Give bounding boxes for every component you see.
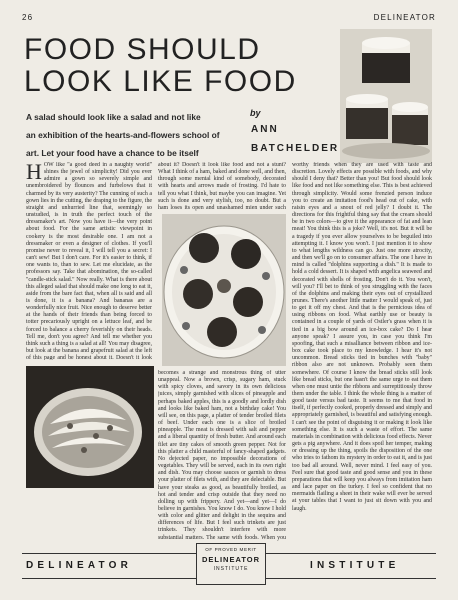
title-line-2: LOOK LIKE FOOD bbox=[24, 65, 297, 98]
column-1-paragraphs: OW like "a good deed in a naughty world" shines the jewel of simplicity! Did you ever admire a gown so severely simple and unembroidered by flounces and furbelows that it charmed by its very austerity? The cunning of such a gown lies in the cutting, the draping to the figure, the straight and unhurried line that, seemingly so unstudied, is in truth the perfect touch of the dressmaker's art. Now you have it—the very point about food. For the same artistic viewpoint in cookery is the most desirable one. I am not a dressmaker or even a designer of clothes. If you'll promise never to reveal it, I will tell you a secret: I can't sew! But I don't care. For it's easier to think, if one wants to, than to sew. Let me elucidate, as the professors say. Take that abomination, the so-called "candle-stick salad." Now really. What is there about this alleged salad that should make one long to eat it, aside from the bare fact that, when all is said and all is done, it is a banana? And bananas are a wonderfully nice fruit. Nice enough to deserve better at the hands of their friends than being forced to totter precariously upright on a lettuce leaf, and be forced to balance a cherry feverishly on their heads. Tell me, don't you agree? And tell me whether you think such a thing is a salad at all! You may disagree, but look at the banana and grapefruit salad at the left of this page and be honest about it. Doesn't it look bbox=[26, 162, 152, 360]
drop-cap: H bbox=[26, 162, 42, 184]
dek-line-1: A salad should look like a salad and not like bbox=[26, 112, 201, 122]
dek-line-2: an exhibition of the hearts-and-flowers school of bbox=[26, 130, 220, 140]
dek-line-3: art. Let your food have a chance to be itself bbox=[26, 148, 199, 158]
title-line-1: FOOD SHOULD bbox=[24, 33, 261, 66]
filets-platter-photo bbox=[162, 214, 286, 366]
footer-left-wordmark: DELINEATOR bbox=[26, 560, 133, 571]
seal-line-2: DELINEATOR bbox=[201, 555, 261, 564]
column-3-text: worthy friends when they are used with taste and discretion. Lovely effects are possible with foods, and why should I deny that? Better than you! But food should look like food and not like something else. This is best achieved through simplicity. Would some frenzied person induce you to create an imitation food's head out of cake, with raisin eyes and a snout of red jelly? I doubt it. The directions for this frightful thing say that the cream should be in two colors—to give it the appearance of fat and lean meat! You think this is a joke? Well, it's not. But it will be a tragedy if you ever allow yourselves to be beguiled into attempting it. I know you won't. I just mention it to show to what lengths wildness can go. Just one more atrocity, and then we'll go on to consumer affairs. The one I have in mind is called "dolphins supporting a dish." It is made to hold a cold dessert. It is shaped with angelica seaweed and decorated with shells of frosting. Don't do it. You won't, will you? I'll bet to think of you struggling with the faces of the dolphins and making their eyes out of crystallized prunes. There's another little matter I would speak of, just to get it off my chest. And that is the pernicious idea of using ribbons on food. What earthly use or beauty is contained in a couple of yards of Ostler's grass when it is tied in a big bow around an ice-box cake? Do I hear anyone speak? I assure you, in case you think I'm spoofing, that such a misalliance between ribbon and ice-box cake took place to my knowledge. I hear it's not uncommon. Bread sticks tied in bunches with "baby" ribbon also are not unknown. Probably seen them somewhere. Of course I know the bread sticks still look like bread sticks, but one hasn't the same urge to eat them when one must untie the ribbons and surreptitiously throw them under the table. I think the whole thing is a matter of good taste versus bad taste. It seems to me that food in itself, if perfectly cooked, properly dressed and simply and appropriately garnished, is beautiful and satisfying enough. I can't see the point of disguising it or making it look like something else. It is such a waste of effort. The same materials in combination with delicious food effects. Never gets a pig anywhere. And it does spoil her temper, making or dressing up the thing, spoils the disposition of the one who tries to fathom its mystery in order to eat it, and is just too bad all around. Well, never mind. I feel easy of you. Feel sure that good taste and good sense and you in these preparations that will keep you always from imitation ham and lace paper on the turkey. I feel so confident that no mermaids flailing a sheet in their wake will ever be served at your tables that I want to just sit down with you and laugh. bbox=[292, 162, 432, 512]
footer-right-wordmark: INSTITUTE bbox=[310, 560, 400, 571]
banana-grapefruit-salad-photo bbox=[26, 366, 154, 488]
seal-line-1: OF PROVED MERIT bbox=[205, 547, 257, 552]
author-first-name: ANN bbox=[251, 124, 279, 135]
page-number: 26 bbox=[22, 13, 34, 22]
column-2-bottom-text: becomes a strange and monstrous thing of utter unappeal. Now a brown, crisp, sugary ham, stuck with spicy cloves, and savory in its own delicious juices, simply garnished with slices of pineapple and perhaps baked apples, this is a goodly and lordly dish and looks like baked ham, not a birthday cake! You will see, on this page, a platter of tender broiled filets of beef. Under each one is a slice of broiled pineapple. The meat is dressed with salt and pepper and a liberal quantity of fresh butter. And around each filet are tiny cakes of smooth green pepper. Not for this platter a child masterful of fancy-shaped gadgets. No dejected paper, no impossible decorations of vegetables. They will be served, each in its own right and dish. You may choose sauces or garnish to dress your platter of filets with, and they are delectable. But have your steaks as good, as beautifully broiled, as hot and tender and crisp outside that they need no dolling up with frippery. And yet—and yet—I do believe in garnishes. You know I do. You know I hold with color and glitter and delight in the sequins and differences of life. But I feel such trinkets are just trinkets. They shouldn't interfere with more substantial matters. The same with foods. When you bbox=[158, 370, 286, 541]
cake-photo bbox=[340, 29, 432, 163]
column-2-top-text: about it? Doesn't it look like food and not a stunt? What I think of a ham, baked and done well, and then, through some mental kind of somebody, decorated with hearts and arrows made of frosting. I'd hate to tell you what I think, but maybe you can imagine. Yet such is done and very stylish, too, no doubt. But a ham loses its open and unashamed mien under such bbox=[158, 162, 286, 211]
article-dek bbox=[26, 108, 238, 162]
seal-line-3: INSTITUTE bbox=[213, 566, 249, 572]
byline-by: by bbox=[250, 108, 261, 118]
column-1-text bbox=[26, 162, 152, 360]
author-last-name: BATCHELDER bbox=[251, 143, 340, 154]
institute-seal bbox=[196, 543, 266, 585]
magazine-name: DELINEATOR bbox=[373, 13, 436, 22]
article-title bbox=[24, 34, 297, 98]
